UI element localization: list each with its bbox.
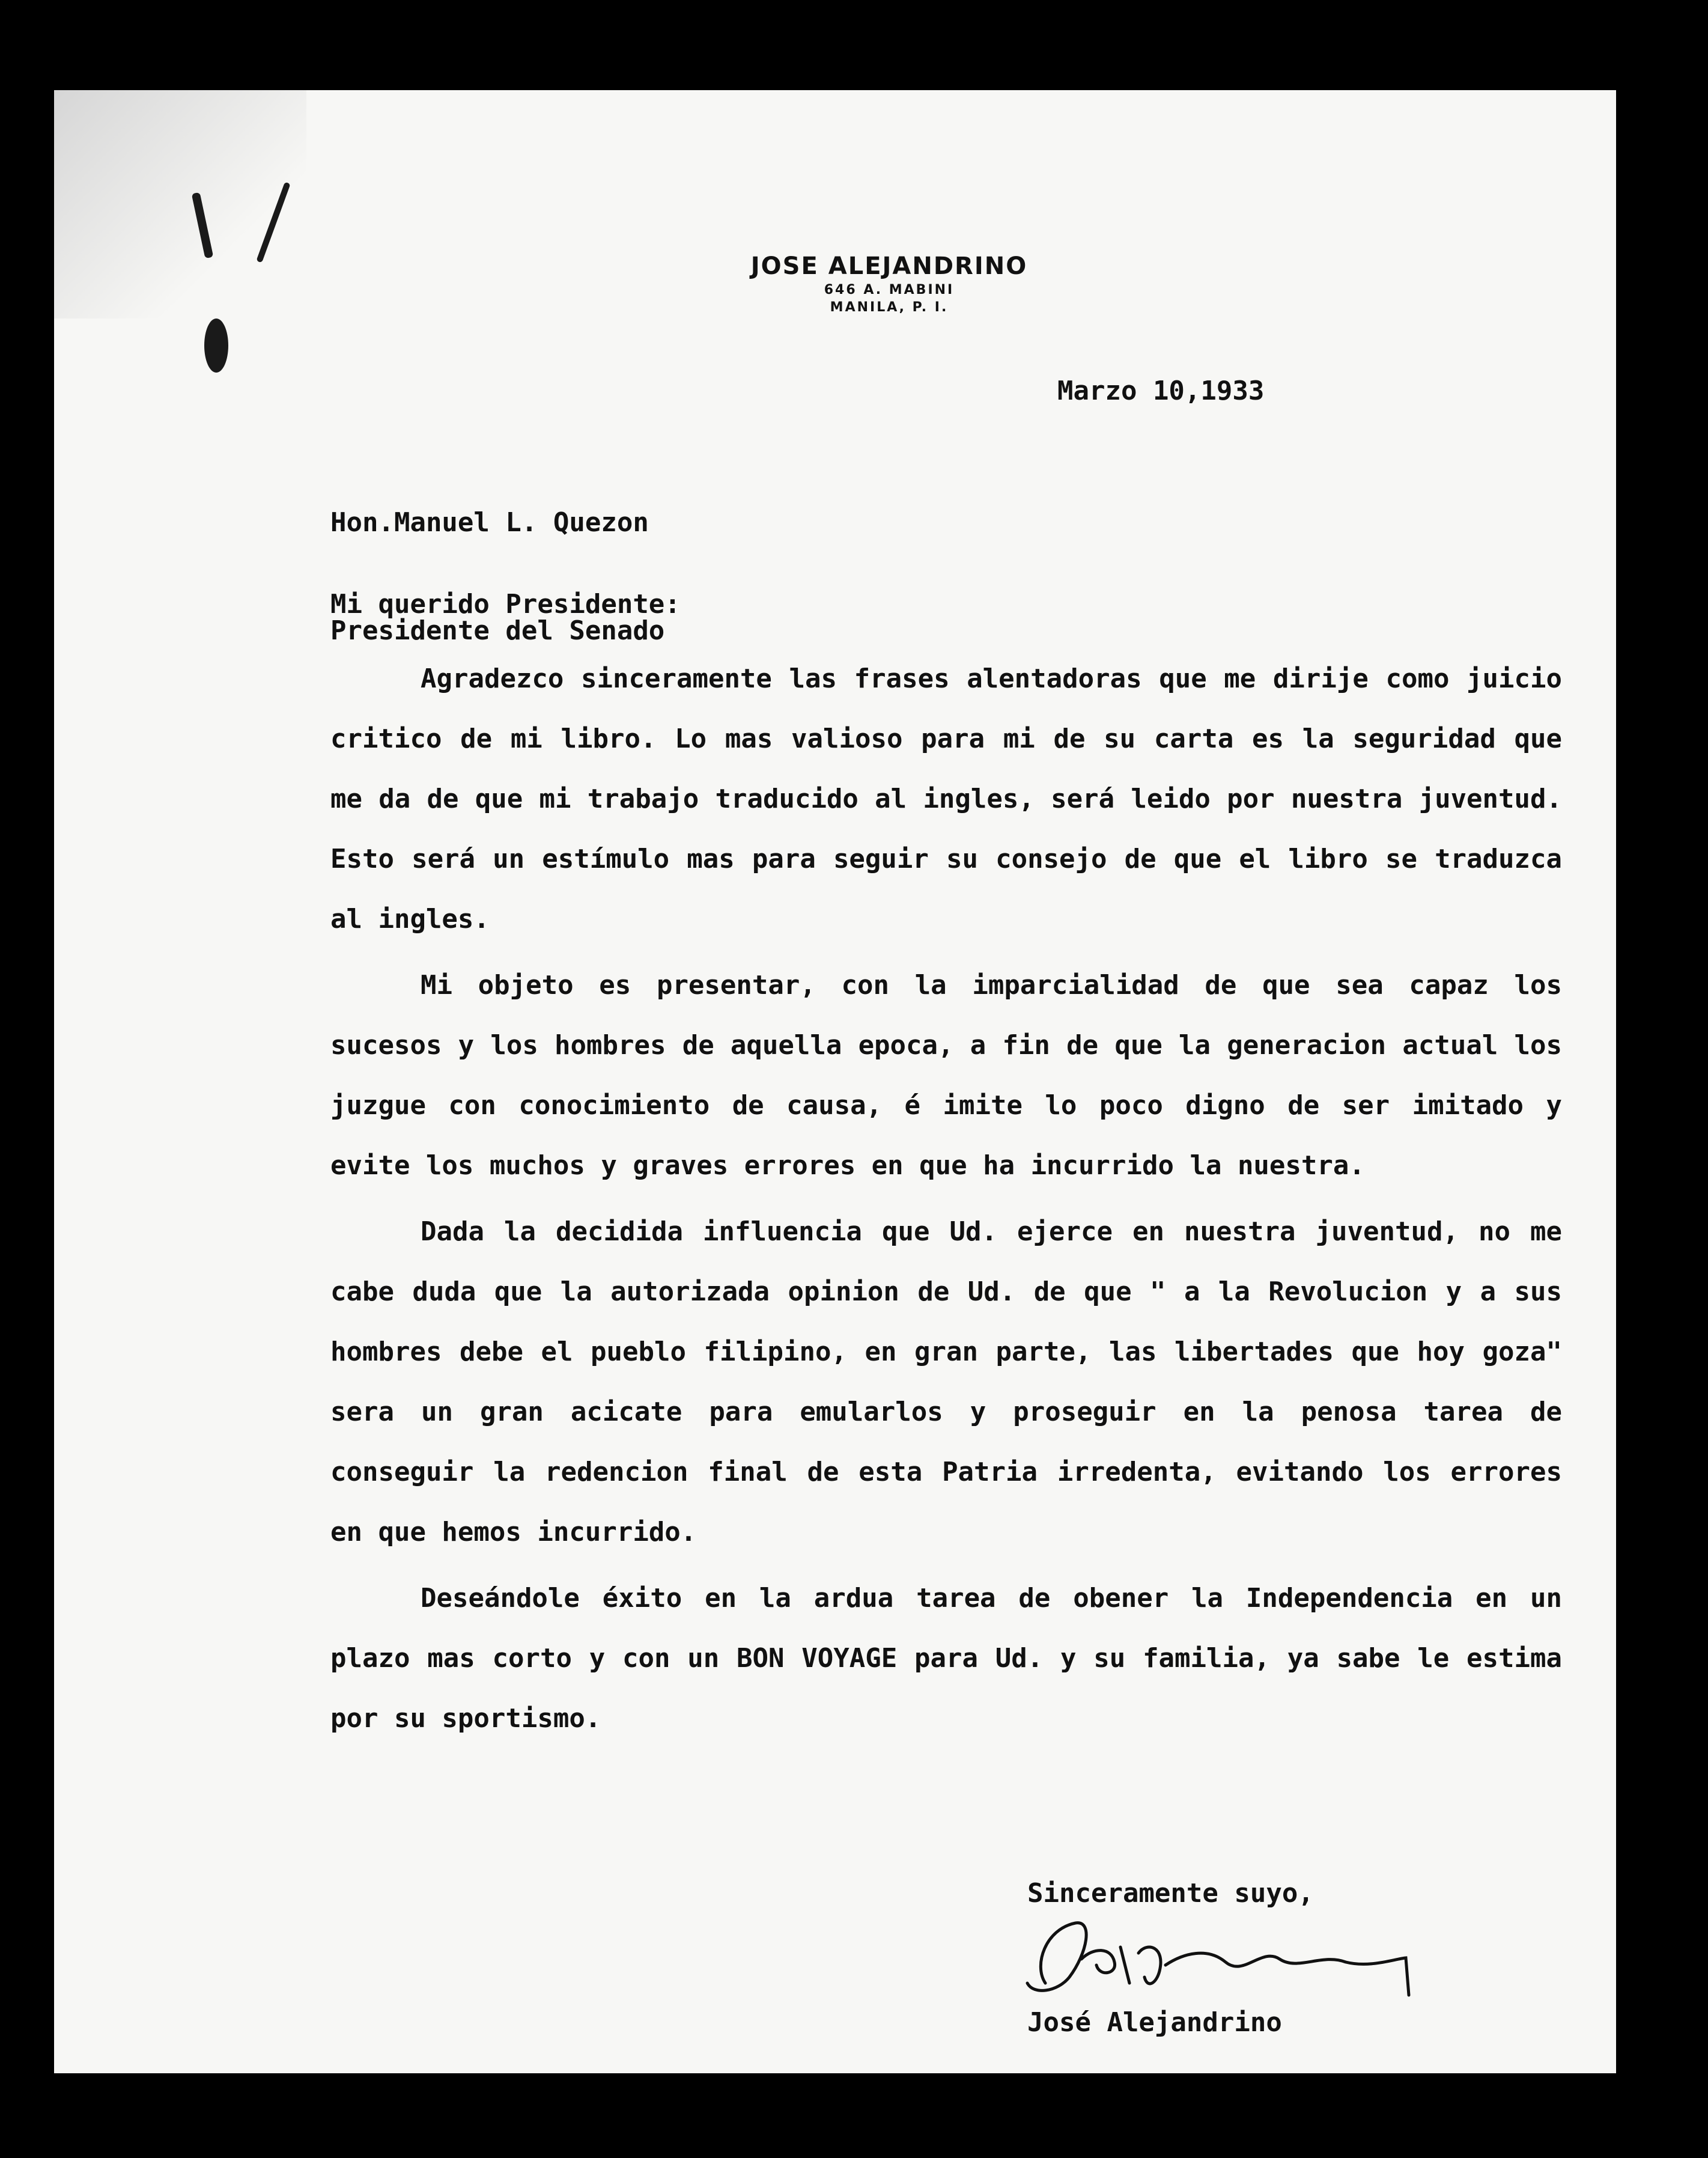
letterhead-street: 646 A. MABINI (824, 282, 955, 297)
salutation: Mi querido Presidente: (330, 589, 681, 620)
paragraph-4: Deseándole éxito en la ardua tarea de obener la Independencia en un plazo mas corto y con un BON VOYAGE para Ud. y su familia, ya sabe le estima por su sportismo. (330, 1583, 1562, 1734)
addressee-title: Presidente del Senado (330, 615, 665, 646)
addressee-name: Hon.Manuel L. Quezon (330, 507, 649, 538)
paragraph-3: Dada la decidida influencia que Ud. ejerce en nuestra juventud, no me cabe duda que la autorizada opinion de Ud. de que " a la Revolucion y a sus hombres debe el pueblo filipino, en gran parte, las libertades que hoy goza" sera un gran acicate para emularlos y proseguir en la penosa tarea de conseguir la redencion final de esta Patria irredenta, evitando los errores en que hemos incurrido. (330, 1216, 1562, 1547)
signer-name: José Alejandrino (1027, 2007, 1282, 2038)
handwritten-signature (1009, 1911, 1430, 2001)
ink-mark (192, 192, 214, 259)
ink-smudge (204, 319, 228, 373)
closing: Sinceramente suyo, (1027, 1878, 1314, 1909)
paragraph-2: Mi objeto es presentar, con la imparcialidad de que sea capaz los sucesos y los hombres de aquella epoca, a fin de que la generacion actual los juzgue con conocimiento de causa, é imite lo poco digno de ser imitado y evite los muchos y graves errores en que ha incurrido la nuestra. (330, 970, 1562, 1181)
letterhead-city: MANILA, P. I. (830, 300, 949, 315)
letterhead-name: JOSE ALEJANDRINO (750, 252, 1028, 280)
letter-page (54, 90, 1616, 2073)
letterhead (721, 252, 1057, 315)
letter-body (330, 649, 1562, 1755)
ink-mark (256, 182, 290, 263)
paragraph-1: Agradezco sinceramente las frases alentadoras que me dirije como juicio critico de mi libro. Lo mas valioso para mi de su carta es la seguridad que me da de que mi trabajo traducido al ingles, será leido por nuestra juventud. Esto será un estímulo mas para seguir su consejo de que el libro se traduzca al ingles. (330, 663, 1562, 934)
letter-date: Marzo 10,1933 (1057, 376, 1265, 406)
